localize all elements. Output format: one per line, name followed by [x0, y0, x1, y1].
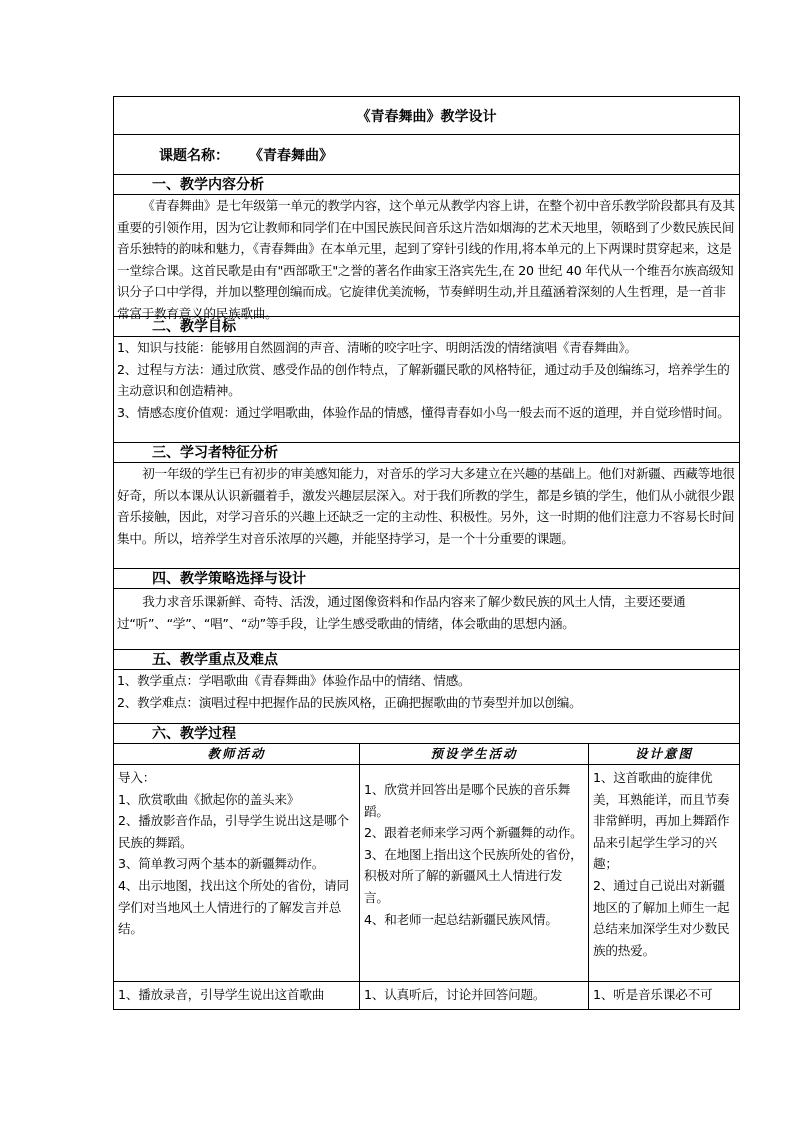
lesson-plan-table — [113, 96, 740, 1010]
process-row — [114, 982, 739, 1009]
cell-line: 2、跟着老师来学习两个新疆舞的动作。 — [364, 825, 583, 841]
teacher-activity-cell — [114, 982, 360, 1009]
section-heading-content-analysis: 一、教学内容分析 — [114, 175, 739, 195]
column-header-teacher: 教师活动 — [114, 744, 360, 764]
cell-line: 1、欣赏歌曲《掀起你的盖头来》 — [118, 791, 300, 807]
cell-line: 3、简单教习两个基本的新疆舞动作。 — [118, 856, 325, 872]
student-activity-cell — [360, 982, 589, 1009]
cell-line: 2、通过自己说出对新疆地区的了解加上师生一起总结来加深学生对少数民族的热爱。 — [593, 877, 730, 958]
cell-line: 2、播放影音作品，引导学生说出这是哪个民族的舞蹈。 — [118, 813, 349, 850]
objective-item: 2、过程与方法：通过欣赏、感受作品的创作特点，了解新疆民歌的风格特征，通过动手及创编练习，培养学生的主动意识和创造精神。 — [117, 361, 730, 398]
section-body-key-points — [114, 670, 739, 724]
paragraph: 初一年级的学生已有初步的审美感知能力，对音乐的学习大多建立在兴趣的基础上。他们对新疆、西藏等地很好奇，所以本课从认识新疆着手，激发兴趣层层深入。对于我们所教的学生，都是乡镇的学生，他们从小就很少跟音乐接触，因此，对学习音乐的兴趣上还缺乏一定的主动性、积极性。另外，这一时期的他们注意力不容易长时间集中。所以，培养学生对音乐浓厚的兴趣，并能坚持学习，是一个十分重要的课题。 — [117, 466, 735, 546]
section-body-content-analysis — [114, 195, 739, 321]
design-intent-cell — [589, 982, 739, 1009]
student-activity-cell — [360, 765, 589, 981]
cell-line: 1、认真听后，讨论并回答问题。 — [364, 987, 546, 1002]
section-heading-learner-analysis: 三、学习者特征分析 — [114, 443, 739, 463]
process-row — [114, 765, 739, 982]
key-point-item: 1、教学重点：学唱歌曲《青春舞曲》体验作品中的情绪、情感。 — [117, 673, 471, 688]
cell-line: 4、出示地图，找出这个所处的省份，请同学们对当地风土人情进行的了解发言并总结。 — [118, 877, 349, 937]
key-point-item: 2、教学难点：演唱过程中把握作品的民族风格，正确把握歌曲的节奏型并加以创编。 — [117, 694, 582, 710]
design-intent-cell — [589, 765, 739, 981]
process-column-headers — [114, 744, 739, 765]
course-value: 《青春舞曲》 — [249, 147, 333, 164]
cell-line: 1、播放录音，引导学生说出这首歌曲 — [118, 987, 325, 1002]
document-title: 《青春舞曲》教学设计 — [114, 97, 739, 135]
course-label: 课题名称： — [159, 147, 229, 164]
section-body-objectives — [114, 337, 739, 443]
section-body-learner-analysis — [114, 463, 739, 569]
paragraph: 我力求音乐课新鲜、奇特、活泼，通过图像资料和作品内容来了解少数民族的风土人情，主要还要通过“听”、“学”、“唱”、“动”等手段，让学生感受歌曲的情绪，体会歌曲的思想内涵。 — [117, 594, 686, 631]
paragraph: 《青春舞曲》是七年级第一单元的教学内容，这个单元从教学内容上讲，在整个初中音乐教学阶段都具有及其重要的引领作用，因为它让教师和同学们在中国民族民间音乐这片浩如烟海的艺术天地里，领略到了少数民族民间音乐独特的韵味和魅力，《青春舞曲》在本单元里，起到了穿针引线的作用,将本单元的上下两课时贯穿起来，这是一堂综合课。这首民歌是由有"西部歌王"之誉的著名作曲家王洛宾先生,在 20 世纪 40 年代从一个维吾尔族高级知识分子口中学得，并加以整理创编而成。它旋律优美流畅，节奏鲜明生动,并且蕴涵着深刻的人生哲理，是一首非常富于教育意义的民族歌曲。 — [117, 198, 735, 321]
section-heading-process: 六、教学过程 — [114, 724, 739, 744]
cell-line: 导入： — [118, 770, 156, 785]
section-heading-key-points: 五、教学重点及难点 — [114, 650, 739, 670]
section-heading-objectives: 二、教学目标 — [114, 317, 739, 337]
cell-line: 1、欣赏并回答出是哪个民族的音乐舞蹈。 — [364, 782, 571, 819]
cell-line: 1、听是音乐课必不可 — [593, 987, 713, 1002]
objective-item: 1、知识与技能：能够用自然圆润的声音、清晰的咬字吐字、明朗活泼的情绪演唱《青春舞曲》。 — [117, 340, 637, 355]
section-body-strategy — [114, 589, 739, 650]
cell-line: 4、和老师一起总结新疆民族风情。 — [364, 911, 558, 927]
objective-item: 3、情感态度价值观：通过学唱歌曲，体验作品的情感，懂得青春如小鸟一般去而不返的道理，并自觉珍惜时间。 — [117, 404, 730, 420]
section-heading-strategy: 四、教学策略选择与设计 — [114, 569, 739, 589]
teacher-activity-cell — [114, 765, 360, 981]
cell-line: 1、这首歌曲的旋律优美，耳熟能详，而且节奏非常鲜明，再加上舞蹈作品来引起学生学习的兴趣； — [593, 770, 730, 872]
course-name-row — [114, 135, 739, 175]
column-header-student: 预设学生活动 — [360, 744, 589, 764]
column-header-intent: 设计意图 — [634, 746, 693, 761]
cell-line: 3、在地图上指出这个民族所处的省份，积极对所了解的新疆风土人情进行发言。 — [364, 846, 583, 905]
